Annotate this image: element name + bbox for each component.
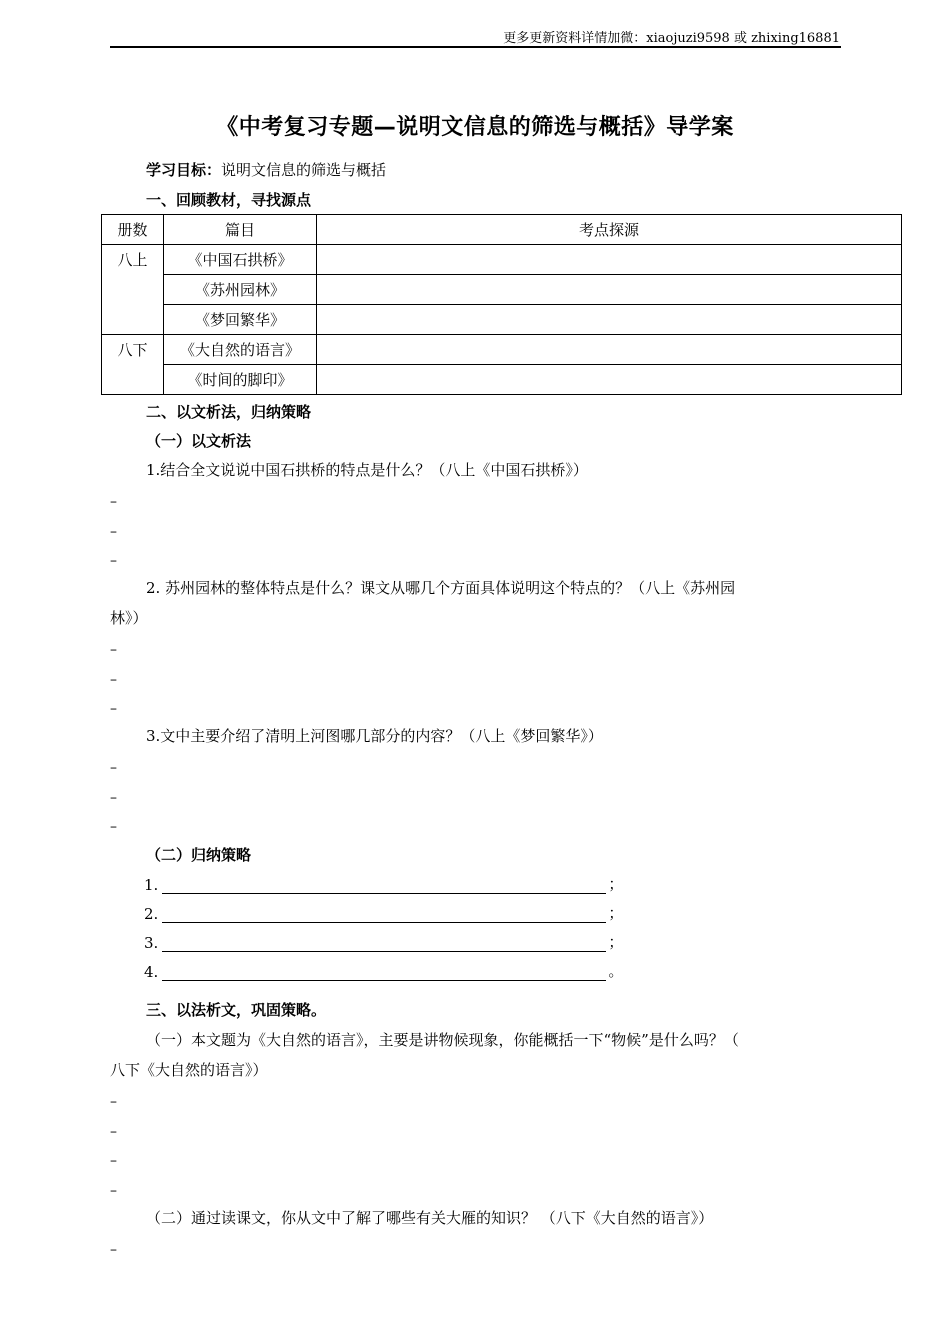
article-cell: 《苏州园林》 <box>164 275 317 305</box>
section3-question-2: （二）通过读课文，你从文中了解了哪些有关大雁的知识？ （八下《大自然的语言》） <box>146 1209 714 1227</box>
article-cell: 《中国石拱桥》 <box>164 245 317 275</box>
question-2-line1: 2. 苏州园林的整体特点是什么？课文从哪几个方面具体说明这个特点的？（八上《苏州园 <box>146 579 736 597</box>
table-row <box>102 365 902 395</box>
answer-line[interactable]: – <box>110 790 117 806</box>
answer-line[interactable]: – <box>110 553 117 569</box>
strategy-blank[interactable] <box>162 878 606 894</box>
article-cell: 《大自然的语言》 <box>164 335 317 365</box>
source-cell[interactable] <box>317 275 902 305</box>
answer-line[interactable]: – <box>110 524 117 540</box>
source-cell[interactable] <box>317 335 902 365</box>
strategy-row <box>144 960 623 981</box>
answer-line[interactable]: – <box>110 701 117 717</box>
header-article: 篇目 <box>164 215 317 245</box>
answer-line[interactable]: – <box>110 642 117 658</box>
strategy-blank[interactable] <box>162 936 606 952</box>
volume-cell: 八下 <box>102 335 164 395</box>
strategy-end: ； <box>608 904 624 922</box>
source-table <box>101 214 902 395</box>
question-3: 3.文中主要介绍了清明上河图哪几部分的内容？（八上《梦回繁华》） <box>146 727 603 745</box>
answer-line[interactable]: – <box>110 1153 117 1169</box>
source-cell[interactable] <box>317 305 902 335</box>
answer-line[interactable]: – <box>110 760 117 776</box>
strategy-end: ； <box>608 933 624 951</box>
question-1: 1.结合全文说说中国石拱桥的特点是什么？（八上《中国石拱桥》） <box>146 461 588 479</box>
strategy-number: 3. <box>144 934 159 952</box>
page-header-text: 更多更新资料详情加微：xiaojuzi9598 或 zhixing16881 <box>503 31 840 46</box>
answer-line[interactable]: – <box>110 819 117 835</box>
header-source: 考点探源 <box>317 215 902 245</box>
objective-label: 学习目标： <box>146 161 222 179</box>
strategy-row <box>144 931 623 952</box>
volume-cell: 八上 <box>102 245 164 335</box>
header-divider <box>110 46 841 48</box>
document-title: 《中考复习专题—说明文信息的筛选与概括》导学案 <box>216 115 734 140</box>
header-volume: 册数 <box>102 215 164 245</box>
strategy-end: 。 <box>608 962 624 980</box>
table-row <box>102 335 902 365</box>
subsection-analysis-heading: （一）以文析法 <box>146 432 252 450</box>
section3-question-1-line2: 八下《大自然的语言》） <box>110 1061 268 1079</box>
question-2-line2: 林》） <box>110 609 148 627</box>
table-header-row <box>102 215 902 245</box>
article-cell: 《梦回繁华》 <box>164 305 317 335</box>
section1-heading: 一、回顾教材，寻找源点 <box>146 191 312 209</box>
table-row <box>102 275 902 305</box>
section3-heading: 三、以法析文，巩固策略。 <box>146 1001 327 1019</box>
source-cell[interactable] <box>317 245 902 275</box>
strategy-end: ； <box>608 875 624 893</box>
strategy-number: 2. <box>144 905 159 923</box>
answer-line[interactable]: – <box>110 672 117 688</box>
answer-line[interactable]: – <box>110 1124 117 1140</box>
section3-question-1-line1: （一）本文题为《大自然的语言》，主要是讲物候现象，你能概括一下“物候”是什么吗？（ <box>146 1031 739 1049</box>
article-cell: 《时间的脚印》 <box>164 365 317 395</box>
table-row <box>102 245 902 275</box>
answer-line[interactable]: – <box>110 494 117 510</box>
strategy-row <box>144 902 623 923</box>
section2-heading: 二、以文析法，归纳策略 <box>146 403 312 421</box>
strategy-row <box>144 873 623 894</box>
strategy-number: 1. <box>144 876 159 894</box>
source-cell[interactable] <box>317 365 902 395</box>
answer-line[interactable]: – <box>110 1183 117 1199</box>
answer-line[interactable]: – <box>110 1242 117 1258</box>
table-row <box>102 305 902 335</box>
objective-text: 说明文信息的筛选与概括 <box>221 161 387 179</box>
strategy-blank[interactable] <box>162 907 606 923</box>
answer-line[interactable]: – <box>110 1094 117 1110</box>
strategy-number: 4. <box>144 963 159 981</box>
strategy-blank[interactable] <box>162 965 606 981</box>
subsection-strategy-heading: （二）归纳策略 <box>146 846 252 864</box>
learning-objective <box>146 159 386 180</box>
